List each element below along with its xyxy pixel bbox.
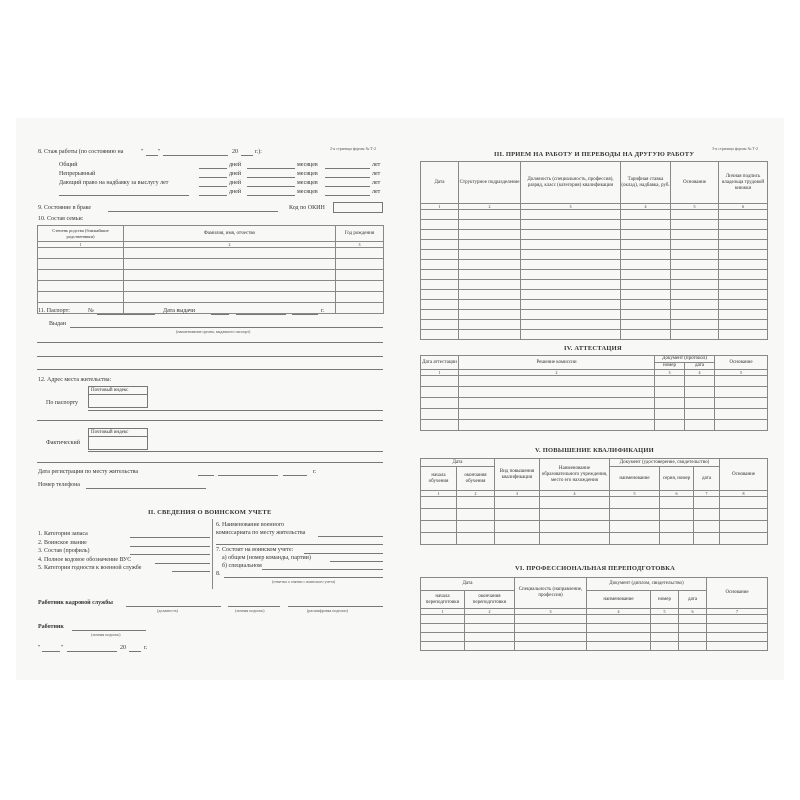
- table-row: [421, 624, 768, 633]
- reg-year-field[interactable]: [283, 475, 307, 476]
- table-row: [421, 310, 768, 320]
- actual-address-field[interactable]: [88, 451, 383, 452]
- issued-by-caption: (наименование органа, выдавшего паспорт): [176, 329, 251, 334]
- postal-code-box-actual[interactable]: [88, 428, 148, 450]
- okin-code-box[interactable]: [333, 202, 383, 213]
- col-num: 2: [465, 609, 515, 615]
- military-field-3[interactable]: [130, 554, 210, 555]
- col-num: 3: [515, 609, 587, 615]
- table-row: [421, 398, 768, 409]
- s8-unit-years: лет: [372, 162, 381, 168]
- col-header-start: начала переподготовки: [421, 591, 465, 609]
- table-row: [421, 420, 768, 431]
- military-registered-field[interactable]: [304, 553, 383, 554]
- col-header-type: Вид повышения квалификации: [495, 459, 540, 491]
- col-num: 5: [610, 491, 660, 497]
- col-num: 4: [685, 370, 715, 376]
- military-commissariat-field[interactable]: [318, 536, 383, 537]
- table-row: [38, 248, 384, 259]
- table-row: [421, 290, 768, 300]
- col-header-birth-year: Год рождения: [336, 226, 384, 242]
- issued-by-field-2[interactable]: [37, 342, 383, 343]
- table-row: [421, 521, 768, 533]
- military-field-2[interactable]: [130, 546, 210, 547]
- military-item-8-caption: (отметка о снятии с воинского учета): [272, 579, 336, 584]
- s8-unit-years: лет: [372, 171, 381, 177]
- s8-unit-days: дней: [229, 189, 242, 195]
- attestation-table: [420, 355, 768, 431]
- reg-date-label: Дата регистрации по месту жительства: [38, 469, 139, 475]
- employment-table: [420, 161, 768, 340]
- col-header-fullname: Фамилия, имя, отчество: [124, 226, 336, 242]
- col-header-end: окончания переподготовки: [465, 591, 515, 609]
- postal-code-divider: [89, 394, 147, 395]
- col-header-end: окончания обучения: [457, 467, 495, 491]
- col-header-number: номер: [655, 363, 685, 370]
- col-header-date-group: Дата: [421, 578, 515, 591]
- col-header-doc-date: дата: [679, 591, 707, 609]
- qualification-table: [420, 458, 768, 545]
- col-header-relation: Степень родства (ближайшие родственники): [38, 226, 124, 242]
- col-num: 5: [651, 609, 679, 615]
- sign-month-field[interactable]: [67, 651, 117, 652]
- s8-year-prefix: 20: [232, 149, 238, 155]
- worker-signature-field[interactable]: [72, 630, 146, 631]
- s8-unit-months: месяцев: [297, 171, 318, 177]
- s8-months-field[interactable]: [247, 177, 295, 178]
- phone-field[interactable]: [86, 488, 206, 489]
- table-row: [421, 220, 768, 230]
- table-row: [421, 642, 768, 651]
- military-item-7b: б) специальном: [222, 563, 262, 569]
- page-3-note: 3-я страница формы № Т-2: [712, 146, 759, 151]
- col-num: 3: [521, 204, 621, 210]
- s8-years-field[interactable]: [325, 195, 370, 196]
- s11-g: г.: [321, 308, 325, 314]
- section-5-title: V. ПОВЫШЕНИЕ КВАЛИФИКАЦИИ: [535, 447, 654, 454]
- s10-label: 10. Состав семьи:: [38, 216, 84, 222]
- col-header-series-number: серия, номер: [660, 467, 694, 491]
- col-header-decision: Решение комиссии: [459, 356, 655, 370]
- postal-code-box-passport[interactable]: [88, 386, 148, 408]
- col-num: 3: [336, 242, 384, 248]
- col-num: 4: [540, 491, 610, 497]
- issue-month-field[interactable]: [236, 314, 286, 315]
- caption-position: (должность): [157, 608, 178, 613]
- s8-unit-months: месяцев: [297, 162, 318, 168]
- col-header-specialty: Специальность (направление, профессия): [515, 578, 587, 609]
- military-divider: [212, 519, 213, 589]
- page-2-note: 2-я страница формы № Т-2: [330, 146, 377, 151]
- table-row: [421, 250, 768, 260]
- col-header-basis: Основание: [671, 162, 719, 204]
- s11-label: 11. Паспорт:: [38, 308, 70, 314]
- military-item-6b: комиссариата по месту жительства: [216, 530, 306, 536]
- section-2-title: II. СВЕДЕНИЯ О ВОИНСКОМ УЧЕТЕ: [148, 509, 272, 516]
- table-row: [421, 509, 768, 521]
- military-item-2: 2. Воинское звание: [38, 540, 87, 546]
- table-row: [421, 533, 768, 545]
- col-header-department: Структурное подразделение: [459, 162, 521, 204]
- family-table: [37, 225, 384, 314]
- military-item-5: 5. Категория годности к военной службе: [38, 565, 142, 571]
- col-num: 8: [720, 491, 768, 497]
- col-num: 1: [38, 242, 124, 248]
- military-item-4: 4. Полное кодовое обозначение ВУС: [38, 557, 132, 563]
- military-item-3: 3. Состав (профиль): [38, 548, 90, 554]
- col-header-rate: Тарифная ставка (оклад), надбавка, руб.: [621, 162, 671, 204]
- s8-day-line[interactable]: [146, 155, 158, 156]
- military-item-7: 7. Состоит на воинском учете:: [216, 547, 294, 553]
- s12-g: г.: [313, 469, 317, 475]
- col-num: 2: [459, 204, 521, 210]
- s8-unit-months: месяцев: [297, 180, 318, 186]
- actual-label: Фактический: [46, 440, 80, 446]
- military-deregistration-field[interactable]: [224, 577, 383, 578]
- col-header-doc-name: наименование: [610, 467, 660, 491]
- s8-q2: ": [158, 149, 161, 155]
- col-num: 3: [495, 491, 540, 497]
- s8-years-field[interactable]: [325, 186, 370, 187]
- col-header-date: дата: [685, 363, 715, 370]
- s8-label: 8. Стаж работы (по состоянию на: [38, 149, 124, 155]
- worker-signature-label: Работник: [38, 624, 64, 630]
- s8-unit-years: лет: [372, 189, 381, 195]
- issued-by-label: Выдан: [49, 321, 66, 327]
- s8-months-field[interactable]: [247, 186, 295, 187]
- col-header-date-group: Дата: [421, 459, 495, 467]
- col-header-start: начала обучения: [421, 467, 457, 491]
- s8-q1: ": [141, 149, 144, 155]
- table-row: [421, 409, 768, 420]
- table-row: [421, 230, 768, 240]
- col-num: 6: [660, 491, 694, 497]
- col-num: 1: [421, 491, 457, 497]
- reg-month-field[interactable]: [218, 475, 278, 476]
- postal-code-divider: [89, 436, 147, 437]
- col-header-doc-name: наименование: [587, 591, 651, 609]
- military-special-field[interactable]: [262, 569, 383, 570]
- military-item-6a: 6. Наименование военного: [216, 522, 285, 528]
- col-num: 1: [421, 370, 459, 376]
- table-row: [421, 260, 768, 270]
- s8-unit-months: месяцев: [297, 189, 318, 195]
- passport-no-sign: №: [88, 308, 94, 314]
- col-header-document: Документ (удостоверение, свидетельство): [610, 459, 720, 467]
- col-num: 4: [587, 609, 651, 615]
- passport-number-field[interactable]: [97, 314, 155, 315]
- s8-months-field[interactable]: [247, 168, 295, 169]
- col-num: 1: [421, 204, 459, 210]
- s8-days-field[interactable]: [199, 177, 227, 178]
- col-num: 5: [715, 370, 768, 376]
- military-field-5[interactable]: [172, 571, 210, 572]
- caption-name: (расшифровка подписи): [307, 608, 348, 613]
- date-q2: ": [61, 645, 64, 651]
- s8-years-field[interactable]: [325, 177, 370, 178]
- caption-worker-signature: (личная подпись): [91, 632, 121, 637]
- table-row: [421, 280, 768, 290]
- col-num: 5: [671, 204, 719, 210]
- table-row: [38, 292, 384, 303]
- section-4-title: IV. АТТЕСТАЦИЯ: [564, 345, 622, 352]
- reg-day-field[interactable]: [198, 475, 214, 476]
- military-field-4[interactable]: [155, 563, 210, 564]
- issued-by-field-3[interactable]: [37, 356, 383, 357]
- table-row: [421, 240, 768, 250]
- phone-label: Номер телефона: [38, 482, 80, 488]
- col-num: 6: [719, 204, 768, 210]
- table-row: [421, 300, 768, 310]
- s8-unit-days: дней: [229, 162, 242, 168]
- hr-position-field[interactable]: [126, 606, 221, 607]
- s8-days-field[interactable]: [199, 186, 227, 187]
- s8-month-line[interactable]: [163, 155, 228, 156]
- hr-signature-field[interactable]: [228, 606, 280, 607]
- date-q1: ": [38, 645, 41, 651]
- table-row: [38, 270, 384, 281]
- col-header-document: Документ (диплом, свидетельство): [587, 578, 707, 591]
- by-passport-label: По паспорту: [46, 400, 79, 406]
- hr-name-field[interactable]: [288, 606, 383, 607]
- postal-code-label: Почтовый индекс: [91, 388, 129, 393]
- s8-row-label: Непрерывный: [59, 171, 96, 177]
- s8-unit-days: дней: [229, 171, 242, 177]
- s8-blank-label-line[interactable]: [59, 195, 189, 196]
- col-num: 3: [655, 370, 685, 376]
- military-commissariat-field-2[interactable]: [216, 544, 383, 545]
- hr-signature-label: Работник кадровой службы: [38, 600, 113, 606]
- table-row: [38, 281, 384, 292]
- s8-months-field[interactable]: [247, 195, 295, 196]
- col-num: 7: [694, 491, 720, 497]
- postal-code-label: Почтовый индекс: [91, 430, 129, 435]
- section-6-title: VI. ПРОФЕССИОНАЛЬНАЯ ПЕРЕПОДГОТОВКА: [515, 565, 676, 572]
- col-header-institution: Наименование образовательного учреждения, место его нахождения: [540, 459, 610, 491]
- s12-label: 12. Адрес места жительства:: [38, 377, 112, 383]
- caption-signature: (личная подпись): [235, 608, 265, 613]
- military-item-1: 1. Категория запаса: [38, 531, 88, 537]
- s8-year-line[interactable]: [241, 155, 253, 156]
- sign-year-field[interactable]: [129, 651, 141, 652]
- col-header-doc-number: номер: [651, 591, 679, 609]
- issued-by-field[interactable]: [70, 327, 383, 328]
- military-general-field[interactable]: [330, 561, 383, 562]
- table-row: [421, 320, 768, 330]
- s8-unit-days: дней: [229, 180, 242, 186]
- table-row: [421, 615, 768, 624]
- col-header-basis: Основание: [707, 578, 768, 609]
- s8-days-field[interactable]: [199, 195, 227, 196]
- col-header-owner-signature: Личная подпись владельца трудовой книжки: [719, 162, 768, 204]
- col-num: 4: [621, 204, 671, 210]
- actual-address-field-2[interactable]: [37, 462, 383, 463]
- issue-year-field[interactable]: [292, 314, 318, 315]
- passport-address-field-2[interactable]: [37, 420, 383, 421]
- s8-unit-years: лет: [372, 180, 381, 186]
- s8-years-field[interactable]: [325, 168, 370, 169]
- table-row: [421, 376, 768, 387]
- table-row: [421, 270, 768, 280]
- section-3-title: III. ПРИЕМ НА РАБОТУ И ПЕРЕВОДЫ НА ДРУГУЮ РАБОТУ: [494, 151, 695, 158]
- table-row: [38, 259, 384, 270]
- table-row: [421, 497, 768, 509]
- table-row: [421, 633, 768, 642]
- col-num: 2: [124, 242, 336, 248]
- col-num: 2: [459, 370, 655, 376]
- military-field-1[interactable]: [130, 537, 210, 538]
- col-num: 2: [457, 491, 495, 497]
- col-num: 7: [707, 609, 768, 615]
- marital-status-field[interactable]: [108, 211, 278, 212]
- table-row: [421, 387, 768, 398]
- col-header-doc-date: дата: [694, 467, 720, 491]
- col-header-attestation-date: Дата аттестации: [421, 356, 459, 370]
- s9-label: 9. Состояние в браке: [38, 205, 92, 211]
- issue-date-label: Дата выдачи: [163, 308, 196, 314]
- passport-address-field[interactable]: [88, 410, 383, 411]
- sign-year-prefix: 20: [120, 645, 126, 651]
- col-header-basis: Основание: [715, 356, 768, 370]
- col-header-basis: Основание: [720, 459, 768, 491]
- table-row: [421, 330, 768, 340]
- sign-day-field[interactable]: [42, 651, 60, 652]
- issue-day-field[interactable]: [211, 314, 229, 315]
- col-num: 1: [421, 609, 465, 615]
- col-header-position: Должность (специальность, профессия), разряд, класс (категория) квалификации: [521, 162, 621, 204]
- military-item-7a: а) общем (номер команды, партии): [222, 555, 311, 561]
- sign-g: г.: [144, 645, 148, 651]
- col-header-date: Дата: [421, 162, 459, 204]
- table-row: [421, 210, 768, 220]
- col-header-protocol: Документ (протокол): [655, 356, 715, 363]
- col-num: 6: [679, 609, 707, 615]
- military-item-8: 8.: [216, 571, 221, 577]
- s8-days-field[interactable]: [199, 168, 227, 169]
- s8-row-label: Общий: [59, 162, 78, 168]
- okin-label: Код по ОКИН: [289, 205, 325, 211]
- retraining-table: [420, 577, 768, 651]
- s8-row-label: Дающий право на надбавку за выслугу лет: [59, 180, 169, 186]
- issued-by-field-4[interactable]: [37, 369, 383, 370]
- s8-g: г.):: [255, 149, 262, 155]
